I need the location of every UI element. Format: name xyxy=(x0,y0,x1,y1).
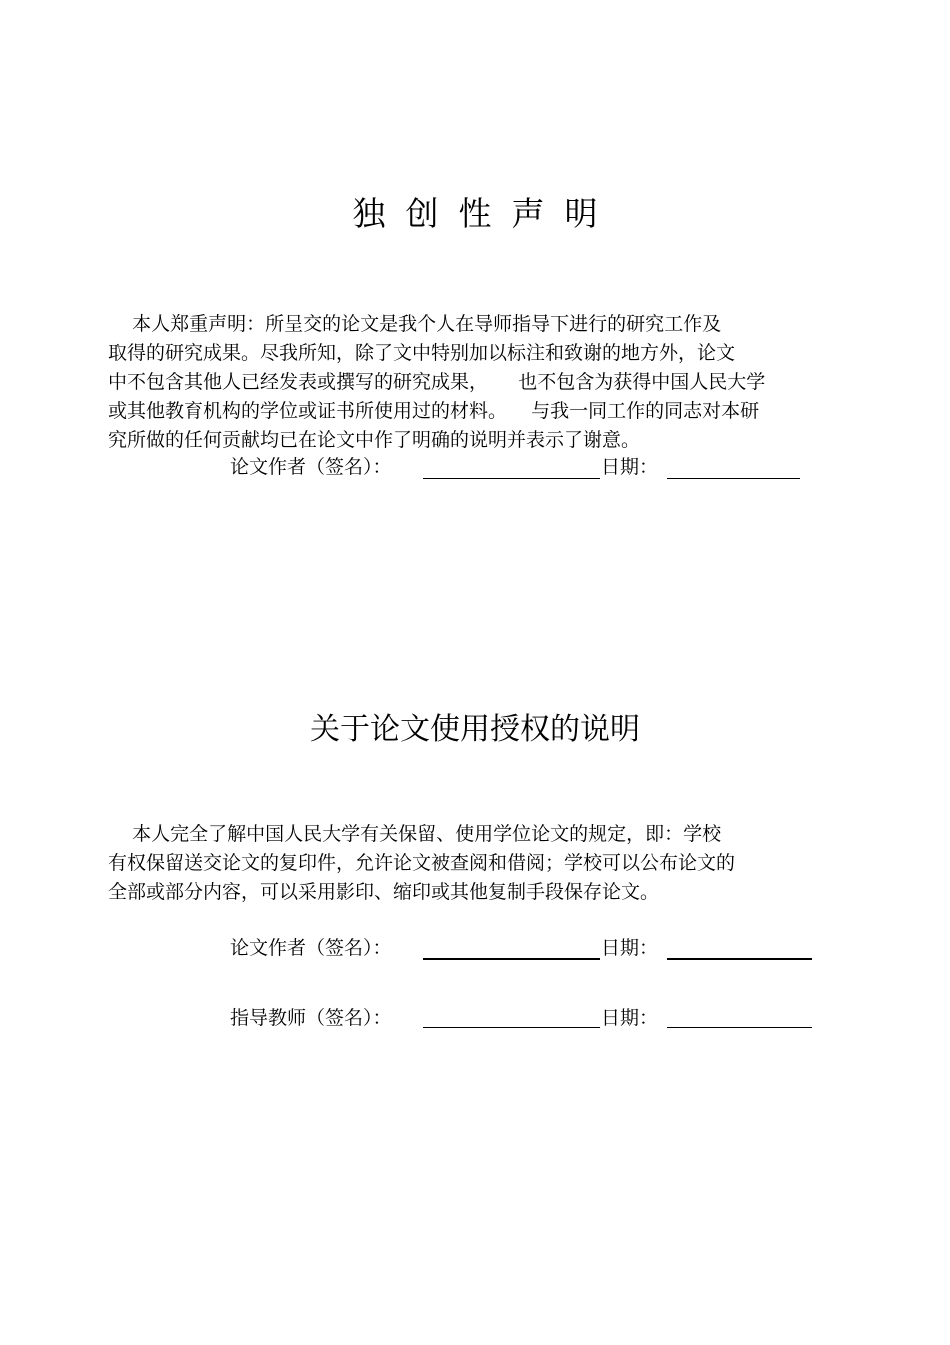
date-label: 日期： xyxy=(601,456,659,478)
authorization-author-signature-row xyxy=(230,933,820,963)
declaration-line: 究所做的任何贡献均已在论文中作了明确的说明并表示了谢意。 xyxy=(108,429,641,451)
declaration-line: 本人郑重声明：所呈交的论文是我个人在导师指导下进行的研究工作及 xyxy=(108,313,722,335)
date-label: 日期： xyxy=(601,937,659,959)
date-line[interactable] xyxy=(667,1027,812,1028)
author-signature-line[interactable] xyxy=(423,958,600,960)
date-line[interactable] xyxy=(667,958,812,960)
declaration-line: 或其他教育机构的学位或证书所使用过的材料。 与我一同工作的同志对本研 xyxy=(108,400,760,422)
advisor-signature-label: 指导教师（签名）： xyxy=(230,1007,392,1029)
declaration-signature-row xyxy=(230,452,810,482)
author-signature-line[interactable] xyxy=(423,478,600,479)
authorization-advisor-signature-row xyxy=(230,1003,820,1033)
authorization-line: 本人完全了解中国人民大学有关保留、使用学位论文的规定，即：学校 xyxy=(108,823,722,845)
date-label: 日期： xyxy=(601,1007,659,1029)
declaration-line: 中不包含其他人已经发表或撰写的研究成果， 也不包含为获得中国人民大学 xyxy=(108,371,766,393)
declaration-title: 独创性声明 xyxy=(352,194,618,233)
date-line[interactable] xyxy=(667,478,800,479)
authorization-line: 全部或部分内容，可以采用影印、缩印或其他复制手段保存论文。 xyxy=(108,881,660,903)
authorization-title: 关于论文使用授权的说明 xyxy=(310,712,640,747)
declaration-line: 取得的研究成果。尽我所知，除了文中特别加以标注和致谢的地方外，论文 xyxy=(108,342,736,364)
author-signature-label: 论文作者（签名）： xyxy=(230,937,392,959)
declaration-paragraph xyxy=(108,281,765,455)
advisor-signature-line[interactable] xyxy=(423,1027,600,1028)
authorization-line: 有权保留送交论文的复印件，允许论文被查阅和借阅；学校可以公布论文的 xyxy=(108,852,736,874)
authorization-paragraph xyxy=(108,791,735,907)
author-signature-label: 论文作者（签名）： xyxy=(230,456,392,478)
